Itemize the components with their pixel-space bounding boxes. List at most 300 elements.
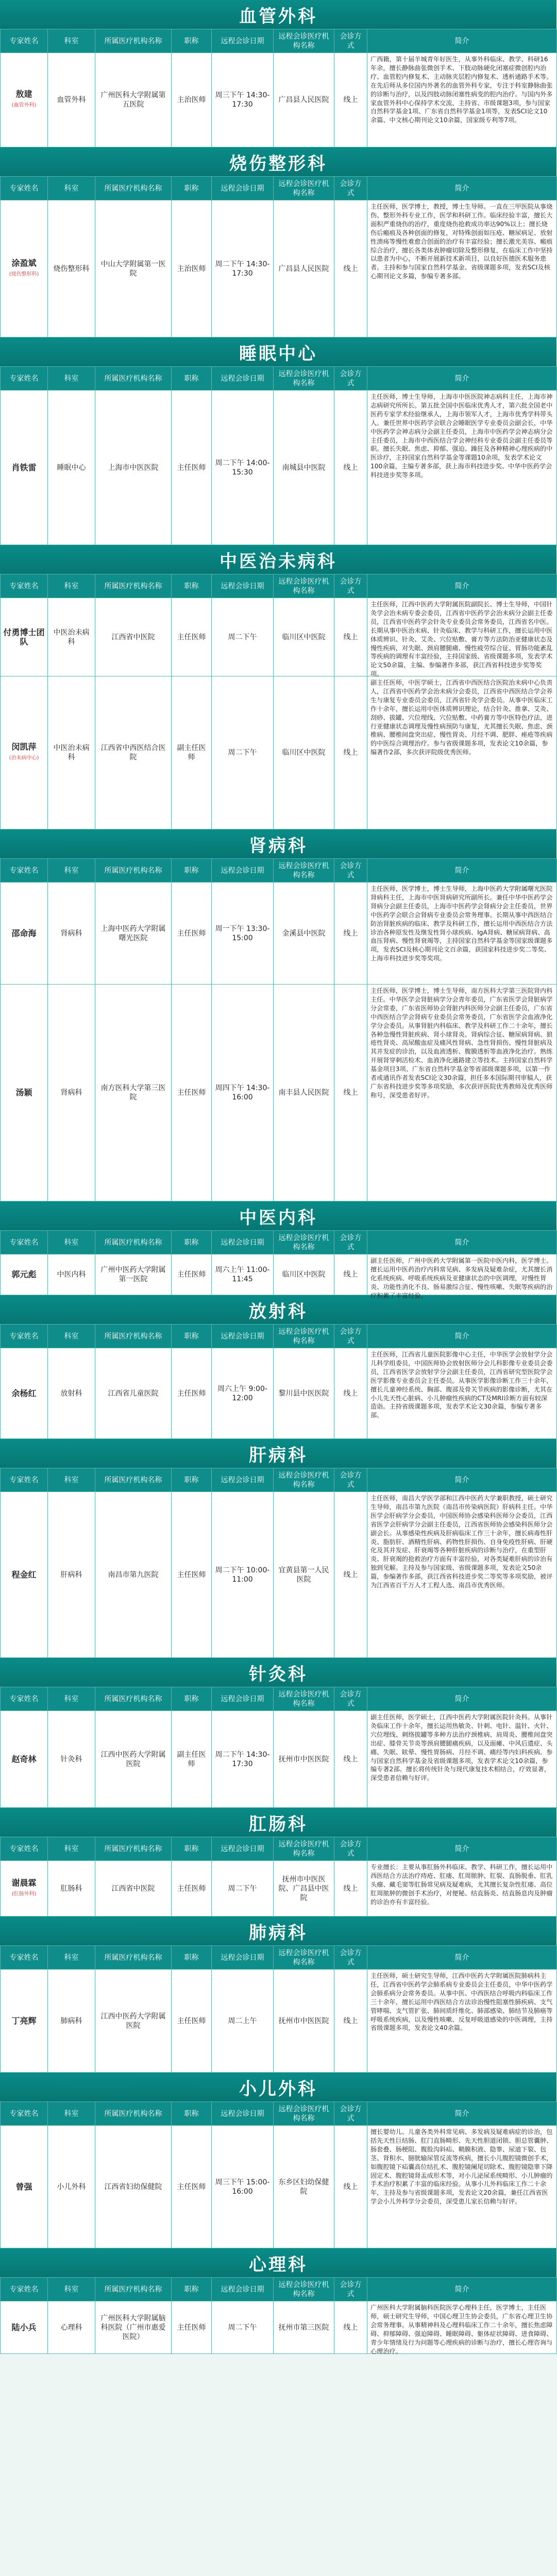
- date-cell: 周二下午 14:00-15:30: [212, 391, 274, 545]
- intro-text: 主任医师，硕士研究生导师，江西中医药大学附属医院肺病科主任，江西省中医药学会肺系病专业委员会主任委员，中华中医药学会肺系病分会常务委员。从事中医、中西医结合呼吸内科临床工作三十余年，擅长运用中西医结合方法诊治慢性阻塞性肺疾病、支气管哮喘、支气管扩张、肺间质纤维化、肺部感染、肺结节及肺癌等呼吸系统疾病，以及慢性咳嗽、反复呼吸道感染的中医调理，主持省级课题多项，发表论文40余篇。: [370, 1972, 553, 2032]
- intro-text: 主任医师，江西中医药大学附属医院副院长、博士生导师，中国针灸学会治未病专委会委员，江西省中医药学会治未病分会副主任委员，江西省中医药学会针灸专业委员会常务委员，江西省名中医。长期从事中医治未病、针灸临床、教学与科研工作，擅长运用中医体质辨识、针灸、艾灸、穴位贴敷、膏方等方法防治亚健康状态及慢性疾病，对失眠、颈肩腰腿痛、慢性疲劳综合征、胃肠功能紊乱等疾病的调理有丰富经验，主持国家级、省级课题多项，发表学术论文50余篇，主编、参编著作多部，获江西省科技进步奖等奖项。: [370, 601, 553, 678]
- th-expert-name: 专家姓名: [1, 367, 48, 391]
- date-cell: 周二下午: [212, 1861, 274, 1917]
- title-cell: 主治医师: [172, 53, 212, 147]
- department-cell: 心理科: [48, 2301, 95, 2354]
- intro-text: 副主任医师，广州中医药大学附属第一医院中医内科，医学博士。擅长运用中医药治疗内科常见病、多发病及疑难杂症，尤其擅长消化系统疾病、呼吸系统疾病及亚健康状态的中医调理，对慢性胃炎、功能性消化不良、肠易激综合征、慢性咳嗽、失眠等疾病的治疗积累了丰富经验。: [370, 1257, 553, 1299]
- location-cell: 临川区中医院: [274, 676, 334, 829]
- section-title: 中医内科: [239, 1207, 317, 1228]
- department-cell: 中医内科: [48, 1255, 95, 1295]
- department-cell: 放射科: [48, 1348, 95, 1439]
- th-date: 远程会诊日期: [212, 177, 274, 200]
- schedule-table: [0, 858, 557, 1201]
- intro-cell: [367, 200, 557, 337]
- section-header: [0, 1201, 556, 1230]
- date-cell: 周二下午 14:30-17:30: [212, 200, 274, 337]
- expert-name: 付勇博士团队: [3, 627, 45, 647]
- th-title: 职称: [172, 1231, 212, 1255]
- department-cell: 睡眠中心: [48, 391, 95, 545]
- intro-text: 专业擅长：主要从事肛肠外科临床、教学、科研工作，擅长运用中西医结合方法治疗痔疮、肛瘘、肛周脓肿、肛裂、直肠脱垂、肛乳头瘤、藏毛窦等肛肠常见病及疑难病，尤其擅长复杂性肛瘘、高位肛周脓肿的微创手术治疗，对便秘、结直肠炎、结直肠息肉及肿瘤的诊治亦有丰富经验。: [370, 1863, 553, 1906]
- section-header: [0, 545, 556, 574]
- location-cell: 临川区中医院: [274, 598, 334, 676]
- table-header-row: [1, 367, 557, 391]
- intro-text: 主任医师，医学博士，博士生导师，南方医科大学第三医院肾内科主任。中华医学会肾脏病学分会青年委员，广东省医学会肾脏病学分会常委，广东省医师协会肾脏内科医师分会副主任委员，广东省中西医结合学会肾病专业委员会常务委员，广东省医学会血液净化学分会委员。从事肾脏内科临床、教学及科研工作二十余年，擅长各种急慢性肾脏疾病、肾小球肾炎、肾病综合征、糖尿病肾病、狼疮性肾炎、高尿酸血症及痛风性肾病、急性肾损伤、慢性肾脏病及其并发症的诊治，以及血液透析、腹膜透析等血液净化治疗。熟练开展肾穿刺活检术、血液净化通路建立等技术。主持国家自然科学基金项目3项、广东省自然科学基金等省部级课题多项，以第一作者或通讯作者发表SCI论文30余篇，担任多本国际期刊审稿人，获广东省科技进步奖等多项奖励，多次获评医院优秀教师及优秀医师称号，深受患者好评。: [370, 987, 553, 1099]
- title-cell: 主任医师: [172, 985, 212, 1201]
- th-mode: 会诊方式: [334, 1468, 367, 1492]
- table-row: [1, 1348, 557, 1439]
- department-cell: 肝病科: [48, 1492, 95, 1658]
- th-department: 科室: [48, 859, 95, 883]
- section-header: [0, 337, 556, 366]
- location-cell: 抚州市中医医院: [274, 1970, 334, 2073]
- section-title: 睡眠中心: [239, 343, 317, 364]
- mode-cell: 线上: [334, 391, 367, 545]
- hospital-cell: 上海市中医医院: [95, 391, 172, 545]
- table-row: [1, 985, 557, 1201]
- intro-text: 主任医师，江西省儿童医院影像中心主任，中华医学会放射学分会儿科学组委员，中国医师协会放射医师分会儿科影像专业委员会委员，江西省医学会放射学分会副主任委员，江西省研究型医院学会医学影像专业委员会主任委员。从事医学影像诊断工作三十余年，擅长儿童神经系统、胸部、腹部及骨关节疾病的影像诊断，尤其在小儿先天性心脏病、小儿肿瘤性疾病的CT及MRI诊断方面有较深造诣。主持省级课题多项，发表学术论文30余篇，参编专著多部。: [370, 1351, 553, 1419]
- th-date: 远程会诊日期: [212, 1946, 274, 1970]
- section-header: [0, 2248, 556, 2277]
- table-row: [1, 1861, 557, 1917]
- title-cell: 主任医师: [172, 1861, 212, 1917]
- expert-name-cell: [1, 985, 48, 1201]
- th-location: 远程会诊医疗机构名称: [274, 177, 334, 200]
- expert-name-cell: [1, 2301, 48, 2354]
- table-row: [1, 598, 557, 676]
- department-cell: 肺病科: [48, 1970, 95, 2073]
- expert-name-note: (血管外科): [11, 103, 37, 108]
- section: [0, 147, 556, 337]
- title-cell: 主任医师: [172, 2301, 212, 2354]
- schedule-table: [0, 1687, 557, 1808]
- hospital-cell: 江西省妇幼保健院: [95, 2126, 172, 2248]
- schedule-table: [0, 574, 557, 829]
- th-expert-name: 专家姓名: [1, 1231, 48, 1255]
- th-date: 远程会诊日期: [212, 29, 274, 53]
- th-intro: 简介: [367, 1687, 557, 1711]
- table-header-row: [1, 1468, 557, 1492]
- expert-name-note: (肛肠外科): [11, 1891, 37, 1897]
- title-cell: 主任医师: [172, 1492, 212, 1658]
- th-title: 职称: [172, 859, 212, 883]
- location-cell: 金溪县中医院: [274, 883, 334, 985]
- section-header: [0, 2073, 556, 2102]
- th-hospital: 所属医疗机构名称: [95, 1231, 172, 1255]
- schedule-table: [0, 2277, 557, 2354]
- hospital-cell: 江西省中医院: [95, 1861, 172, 1917]
- th-department: 科室: [48, 2278, 95, 2301]
- hospital-cell: 上海中医药大学附属曙光医院: [95, 883, 172, 985]
- expert-name: 余杨红: [11, 1388, 37, 1398]
- expert-name-cell: [1, 391, 48, 545]
- section-title: 烧伤整形科: [229, 153, 327, 174]
- th-intro: 简介: [367, 1231, 557, 1255]
- section-title: 肺病科: [249, 1922, 308, 1943]
- expert-name-cell: [1, 1255, 48, 1295]
- section-title: 针灸科: [249, 1664, 308, 1685]
- mode-cell: 线上: [334, 676, 367, 829]
- location-cell: 临川区中医院: [274, 1255, 334, 1295]
- date-cell: 周四下午 14:30-16:00: [212, 985, 274, 1201]
- th-department: 科室: [48, 1468, 95, 1492]
- th-expert-name: 专家姓名: [1, 1837, 48, 1861]
- th-date: 远程会诊日期: [212, 1325, 274, 1348]
- title-cell: 主任医师: [172, 1348, 212, 1439]
- th-hospital: 所属医疗机构名称: [95, 1837, 172, 1861]
- table-header-row: [1, 1325, 557, 1348]
- th-location: 远程会诊医疗机构名称: [274, 574, 334, 598]
- section-title: 血管外科: [239, 6, 317, 27]
- intro-cell: [367, 985, 557, 1201]
- expert-name-cell: [1, 200, 48, 337]
- location-cell: 南城县中医院: [274, 391, 334, 545]
- th-mode: 会诊方式: [334, 177, 367, 200]
- th-department: 科室: [48, 1687, 95, 1711]
- th-department: 科室: [48, 177, 95, 200]
- title-cell: 副主任医师: [172, 1711, 212, 1808]
- table-header-row: [1, 1946, 557, 1970]
- table-row: [1, 200, 557, 337]
- th-location: 远程会诊医疗机构名称: [274, 1946, 334, 1970]
- th-mode: 会诊方式: [334, 2102, 367, 2126]
- section: [0, 2073, 556, 2248]
- th-location: 远程会诊医疗机构名称: [274, 1231, 334, 1255]
- department-cell: 中医治未病科: [48, 598, 95, 676]
- th-title: 职称: [172, 367, 212, 391]
- mode-cell: 线上: [334, 53, 367, 147]
- title-cell: 主任医师: [172, 598, 212, 676]
- th-date: 远程会诊日期: [212, 1687, 274, 1711]
- department-cell: 中医治未病科: [48, 676, 95, 829]
- mode-cell: 线上: [334, 200, 367, 337]
- title-cell: 主任医师: [172, 391, 212, 545]
- hospital-cell: 南方医科大学第三医院: [95, 985, 172, 1201]
- intro-text: 副主任医师，中医学硕士，江西省中西医结合医院治未病中心负责人，江西省中医药学会治未病分会委员，江西省中西医结合学会养生与康复专业委员会委员，江西省针灸学会委员。从事中医临床工作十余年，擅长运用中医体质辨识理论，结合针灸、推拿、艾灸、刮痧、拔罐、穴位埋线、穴位贴敷、中药膏方等中医特色疗法，进行亚健康状态调理及慢性病预防与康复，尤其擅长失眠、焦虑、颈椎病、腰椎间盘突出症、慢性胃炎、月经不调、肥胖、痤疮等疾病的中医综合调理治疗。参与省级课题多项，发表论文10余篇，参编著作2部，多次获评院级优秀医师。: [370, 679, 553, 756]
- mode-cell: 线上: [334, 883, 367, 985]
- section-header: [0, 1295, 556, 1324]
- location-cell: 抚州市中医医院: [274, 1711, 334, 1808]
- date-cell: 周二下午 10:00-11:00: [212, 1492, 274, 1658]
- th-mode: 会诊方式: [334, 574, 367, 598]
- th-location: 远程会诊医疗机构名称: [274, 1687, 334, 1711]
- section: [0, 1201, 556, 1299]
- th-intro: 简介: [367, 1946, 557, 1970]
- hospital-cell: 江西省中西医结合医院: [95, 676, 172, 829]
- intro-cell: [367, 1970, 557, 2073]
- th-expert-name: 专家姓名: [1, 574, 48, 598]
- table-row: [1, 1711, 557, 1808]
- th-hospital: 所属医疗机构名称: [95, 2278, 172, 2301]
- table-row: [1, 1255, 557, 1295]
- hospital-cell: 广州医科大学附属脑科医院（广州市惠爱医院）: [95, 2301, 172, 2354]
- department-cell: 肾病科: [48, 985, 95, 1201]
- department-cell: 小儿外科: [48, 2126, 95, 2248]
- location-cell: 宜黄县第一人民医院: [274, 1492, 334, 1658]
- date-cell: 周二下午: [212, 2301, 274, 2354]
- expert-name: 陆小兵: [11, 2322, 37, 2332]
- section: [0, 829, 556, 1201]
- th-title: 职称: [172, 1325, 212, 1348]
- intro-text: 主任医师，医学博士，教授，博士生导师。一直在三甲医院从事烧伤、整形外科专业工作，医学和科研工作。临床经验丰富，擅长大面积严重烧伤的治疗，重度烧伤抢救成功率达90%以上；擅长烧伤后瘢痕及各种创面的修复，对特殊创面如压疮、糖尿病足、放射性溃疡等慢性难愈合创面的治疗有丰富经验；擅长激光美容、瘢痕综合治疗，擅长各类体表肿瘤切除及整形修复，在临床工作中坚持以患者为中心，不断开展新技术新项目，以良好医德医术服务患者。主持和参与国家自然科学基金、省级课题多项，发表SCI及核心期刊论文多篇，参编专著多部。: [370, 203, 553, 280]
- expert-name-cell: [1, 883, 48, 985]
- table-row: [1, 676, 557, 829]
- section-title: 放射科: [249, 1301, 308, 1322]
- th-date: 远程会诊日期: [212, 2278, 274, 2301]
- section: [0, 0, 556, 147]
- section-title: 肾病科: [249, 835, 308, 856]
- th-location: 远程会诊医疗机构名称: [274, 1468, 334, 1492]
- intro-text: 主任医师，南昌大学医学部和江西中医药大学兼职教授，硕士研究生导师，南昌市第九医院（南昌市传染病医院）肝病科主任。中华医学会肝病学分会委员，中国医师协会感染科医师分会委员，江西省医学会肝病学分会副主任委员，江西省医师协会感染科医师分会副会长。从事感染性疾病及肝病临床工作三十余年，擅长病毒性肝炎、脂肪肝、酒精性肝病、药物性肝损伤、自身免疫性肝病、肝硬化及其并发症、肝衰竭等各种肝脏疾病的诊断与治疗，在重型肝炎、肝衰竭的抢救治疗方面有丰富经验，对各类疑难肝病的诊治有独到见解。主持及参与国家级、省级课题多项，发表论文50余篇，参编著作多部，获江西省科技进步奖二等奖等多项奖励，被评为江西省百千万人才工程人选、南昌市优秀医师。: [370, 1495, 553, 1589]
- th-mode: 会诊方式: [334, 1687, 367, 1711]
- th-mode: 会诊方式: [334, 859, 367, 883]
- section: [0, 337, 556, 545]
- expert-name: 涂盈斌: [11, 258, 37, 268]
- th-department: 科室: [48, 29, 95, 53]
- table-header-row: [1, 29, 557, 53]
- th-location: 远程会诊医疗机构名称: [274, 1837, 334, 1861]
- schedule-table: [0, 176, 557, 337]
- section-title: 中医治未病科: [220, 551, 337, 572]
- intro-text: 擅长婴幼儿、儿童各类外科常见病、多发病及疑难病症的诊治，包括先天性巨结肠、肛门直肠畸形、先天性胆道闭锁、胆总管囊肿、肠套叠、肠梗阻、腹股沟斜疝、鞘膜积液、隐睾、尿道下裂、包茎、肾积水、膀胱输尿管反流等疾病，擅长小儿腹腔镜微创手术，如腹腔镜下疝囊高位结扎术、腹腔镜阑尾切除术、腹腔镜隐睾下降固定术、腹腔镜肾盂成形术等，对小儿泌尿系统畸形、小儿肿瘤的手术治疗积累了丰富的临床经验。从事小儿外科临床工作二十余年，主持及参与省级课题多项，发表论文20余篇，兼任江西省医学会小儿外科学分会委员，深受患儿家长信赖与好评。: [370, 2128, 553, 2206]
- table-header-row: [1, 177, 557, 200]
- expert-name-cell: [1, 1970, 48, 2073]
- schedule-table: [0, 1230, 557, 1299]
- th-hospital: 所属医疗机构名称: [95, 1468, 172, 1492]
- hospital-cell: 江西中医药大学附属医院: [95, 1711, 172, 1808]
- th-title: 职称: [172, 1837, 212, 1861]
- date-cell: 周六上午 11:00-11:45: [212, 1255, 274, 1295]
- date-cell: 周二上午: [212, 1970, 274, 2073]
- expert-name-cell: [1, 598, 48, 676]
- th-hospital: 所属医疗机构名称: [95, 859, 172, 883]
- expert-name: 谢晨霖: [11, 1877, 37, 1888]
- section-header: [0, 1917, 556, 1945]
- th-mode: 会诊方式: [334, 367, 367, 391]
- section: [0, 2248, 556, 2354]
- department-cell: 烧伤整形科: [48, 200, 95, 337]
- intro-cell: [367, 1861, 557, 1917]
- th-date: 远程会诊日期: [212, 367, 274, 391]
- table-row: [1, 1492, 557, 1658]
- intro-cell: [367, 598, 557, 676]
- mode-cell: 线上: [334, 2301, 367, 2354]
- section-title: 肛肠科: [249, 1814, 308, 1835]
- mode-cell: 线上: [334, 1492, 367, 1658]
- intro-cell: [367, 1348, 557, 1439]
- th-department: 科室: [48, 1231, 95, 1255]
- title-cell: 主任医师: [172, 1255, 212, 1295]
- th-intro: 简介: [367, 367, 557, 391]
- expert-name: 汤颖: [15, 1088, 32, 1097]
- th-expert-name: 专家姓名: [1, 29, 48, 53]
- location-cell: 黎川县中医医院: [274, 1348, 334, 1439]
- mode-cell: 线上: [334, 1348, 367, 1439]
- title-cell: 主任医师: [172, 883, 212, 985]
- expert-name: 郭元彪: [11, 1269, 37, 1279]
- location-cell: 广昌县人民医院: [274, 200, 334, 337]
- th-intro: 简介: [367, 1325, 557, 1348]
- title-cell: 主任医师: [172, 1970, 212, 2073]
- th-mode: 会诊方式: [334, 2278, 367, 2301]
- intro-cell: [367, 1492, 557, 1658]
- expert-name-note: (治未病中心): [9, 755, 39, 761]
- th-intro: 简介: [367, 177, 557, 200]
- section: [0, 1917, 556, 2073]
- intro-cell: [367, 2126, 557, 2248]
- date-cell: 周二下午 14:30-17:30: [212, 1711, 274, 1808]
- table-row: [1, 2126, 557, 2248]
- date-cell: 周六上午 9:00-12:00: [212, 1348, 274, 1439]
- department-cell: 肛肠科: [48, 1861, 95, 1917]
- th-title: 职称: [172, 1946, 212, 1970]
- th-title: 职称: [172, 574, 212, 598]
- th-date: 远程会诊日期: [212, 1837, 274, 1861]
- mode-cell: 线上: [334, 985, 367, 1201]
- th-hospital: 所属医疗机构名称: [95, 29, 172, 53]
- th-date: 远程会诊日期: [212, 859, 274, 883]
- th-title: 职称: [172, 177, 212, 200]
- table-row: [1, 53, 557, 147]
- expert-name-cell: [1, 1492, 48, 1658]
- schedule-table: [0, 29, 557, 147]
- th-mode: 会诊方式: [334, 1231, 367, 1255]
- hospital-cell: 广州中医药大学附属第一医院: [95, 1255, 172, 1295]
- expert-name-cell: [1, 676, 48, 829]
- th-hospital: 所属医疗机构名称: [95, 1325, 172, 1348]
- mode-cell: 线上: [334, 598, 367, 676]
- expert-name-cell: [1, 53, 48, 147]
- expert-name-cell: [1, 2126, 48, 2248]
- intro-text: 广州医科大学附属脑科医院医学心理科主任，医学博士，主任医师，硕士研究生导师，中国心理卫生协会委员，广东省心理卫生协会常务理事。从事精神科及心理科临床工作二十余年，擅长焦虑障碍、抑郁障碍、强迫障碍、睡眠障碍、躯体症状障碍、进食障碍、青少年情绪及行为问题等心理疾病的诊断与治疗，擅长心理咨询与心理治疗。: [370, 2304, 553, 2355]
- intro-cell: [367, 2301, 557, 2354]
- th-date: 远程会诊日期: [212, 574, 274, 598]
- section-title: 小儿外科: [239, 2078, 317, 2099]
- mode-cell: 线上: [334, 2126, 367, 2248]
- table-row: [1, 391, 557, 545]
- th-department: 科室: [48, 2102, 95, 2126]
- th-location: 远程会诊医疗机构名称: [274, 367, 334, 391]
- expert-name: 敖建: [15, 89, 32, 99]
- schedule-table: [0, 1837, 557, 1917]
- expert-name-cell: [1, 1861, 48, 1917]
- th-location: 远程会诊医疗机构名称: [274, 1325, 334, 1348]
- section: [0, 1808, 556, 1917]
- th-intro: 简介: [367, 2102, 557, 2126]
- th-hospital: 所属医疗机构名称: [95, 2102, 172, 2126]
- th-mode: 会诊方式: [334, 1946, 367, 1970]
- title-cell: 主治医师: [172, 200, 212, 337]
- section-header: [0, 0, 556, 29]
- th-department: 科室: [48, 574, 95, 598]
- date-cell: 周二下午: [212, 598, 274, 676]
- date-cell: 周三下午 15:00-16:00: [212, 2126, 274, 2248]
- th-location: 远程会诊医疗机构名称: [274, 29, 334, 53]
- th-expert-name: 专家姓名: [1, 859, 48, 883]
- mode-cell: 线上: [334, 1970, 367, 2073]
- intro-text: 主任医师，博士生导师，上海市中医医院神志病科主任，上海市神志病研究所所长。第五批全国中医临床优秀人才，第六批全国老中医药专家学术经验继承人，上海市领军人才，上海市优秀学科带头人。兼任世界中医药学会联合会睡眠医学专业委员会副会长，中华中医药学会神志病分会副主任委员，上海市中医药学会神志病分会主任委员，上海市中西医结合学会神经科专业委员会副主任委员等职。擅长失眠、焦虑、抑郁、强迫、躁狂及各种精神心理疾病的中医诊疗，主持国家自然科学基金等课题10余项，发表学术论文100余篇，主编专著多部，获上海市科技进步奖、中华中医药学会科技进步奖等多项。: [370, 393, 553, 479]
- department-cell: 血管外科: [48, 53, 95, 147]
- table-header-row: [1, 2102, 557, 2126]
- section: [0, 1658, 556, 1808]
- intro-cell: [367, 676, 557, 829]
- th-department: 科室: [48, 1837, 95, 1861]
- intro-cell: [367, 1255, 557, 1299]
- location-cell: 抚州市中医医院、广昌县中医院: [274, 1861, 334, 1917]
- section: [0, 1295, 556, 1439]
- section-header: [0, 1658, 556, 1687]
- intro-text: 主任医师，医学博士，博士生导师，上海中医药大学附属曙光医院肾病科主任，上海市中医肾病研究所副所长。兼任中华中医药学会肾病分会副主任委员，上海市中医药学会肾病分会主任委员，世界中医药学会联合会肾病专业委员会常务理事。长期从事中西医结合防治肾脏疾病的临床、教学及科研工作，擅长运用中西医结合方法诊治各种原发性及继发性肾小球疾病、IgA肾病、糖尿病肾病、高血压肾病、慢性肾衰竭等，主持国家自然科学基金等国家级课题多项，发表SCI及核心期刊论文百余篇，获国家科技进步奖二等奖、上海市科技进步奖等奖项。: [370, 885, 553, 962]
- department-cell: 针灸科: [48, 1711, 95, 1808]
- th-expert-name: 专家姓名: [1, 2278, 48, 2301]
- th-location: 远程会诊医疗机构名称: [274, 859, 334, 883]
- schedule-table: [0, 1468, 557, 1658]
- th-title: 职称: [172, 29, 212, 53]
- location-cell: 南丰县人民医院: [274, 985, 334, 1201]
- table-row: [1, 2301, 557, 2354]
- hospital-cell: 广州医科大学附属第五医院: [95, 53, 172, 147]
- location-cell: 广昌县人民医院: [274, 53, 334, 147]
- th-date: 远程会诊日期: [212, 1468, 274, 1492]
- th-location: 远程会诊医疗机构名称: [274, 2278, 334, 2301]
- expert-name: 闵凯萍: [11, 742, 37, 752]
- th-intro: 简介: [367, 574, 557, 598]
- location-cell: 抚州市第三医院: [274, 2301, 334, 2354]
- expert-name-note: (烧伤整形科): [9, 271, 39, 277]
- location-cell: 东乡区妇幼保健院: [274, 2126, 334, 2248]
- th-intro: 简介: [367, 29, 557, 53]
- mode-cell: 线上: [334, 1255, 367, 1295]
- section: [0, 545, 556, 829]
- th-intro: 简介: [367, 2278, 557, 2301]
- hospital-cell: 中山大学附属第一医院: [95, 200, 172, 337]
- th-hospital: 所属医疗机构名称: [95, 177, 172, 200]
- th-hospital: 所属医疗机构名称: [95, 367, 172, 391]
- intro-cell: [367, 1711, 557, 1808]
- table-row: [1, 1970, 557, 2073]
- table-header-row: [1, 859, 557, 883]
- table-row: [1, 883, 557, 985]
- th-intro: 简介: [367, 859, 557, 883]
- expert-name-cell: [1, 1711, 48, 1808]
- th-location: 远程会诊医疗机构名称: [274, 2102, 334, 2126]
- department-cell: 肾病科: [48, 883, 95, 985]
- table-header-row: [1, 2278, 557, 2301]
- th-title: 职称: [172, 1468, 212, 1492]
- mode-cell: 线上: [334, 1711, 367, 1808]
- table-header-row: [1, 1837, 557, 1861]
- expert-name: 邵命海: [11, 928, 37, 938]
- section-title: 肝病科: [249, 1445, 308, 1466]
- th-expert-name: 专家姓名: [1, 177, 48, 200]
- section-header: [0, 147, 556, 176]
- th-expert-name: 专家姓名: [1, 1325, 48, 1348]
- table-header-row: [1, 1231, 557, 1255]
- expert-name: 曾强: [15, 2181, 32, 2192]
- section-header: [0, 1439, 556, 1468]
- title-cell: 主任医师: [172, 2126, 212, 2248]
- expert-name: 丁亮辉: [11, 2015, 37, 2026]
- th-hospital: 所属医疗机构名称: [95, 1687, 172, 1711]
- expert-name: 赵奇林: [11, 1754, 37, 1764]
- th-intro: 简介: [367, 1468, 557, 1492]
- expert-name-cell: [1, 1348, 48, 1439]
- th-mode: 会诊方式: [334, 1325, 367, 1348]
- intro-cell: [367, 53, 557, 147]
- th-expert-name: 专家姓名: [1, 1468, 48, 1492]
- th-hospital: 所属医疗机构名称: [95, 1946, 172, 1970]
- th-expert-name: 专家姓名: [1, 1946, 48, 1970]
- th-mode: 会诊方式: [334, 1837, 367, 1861]
